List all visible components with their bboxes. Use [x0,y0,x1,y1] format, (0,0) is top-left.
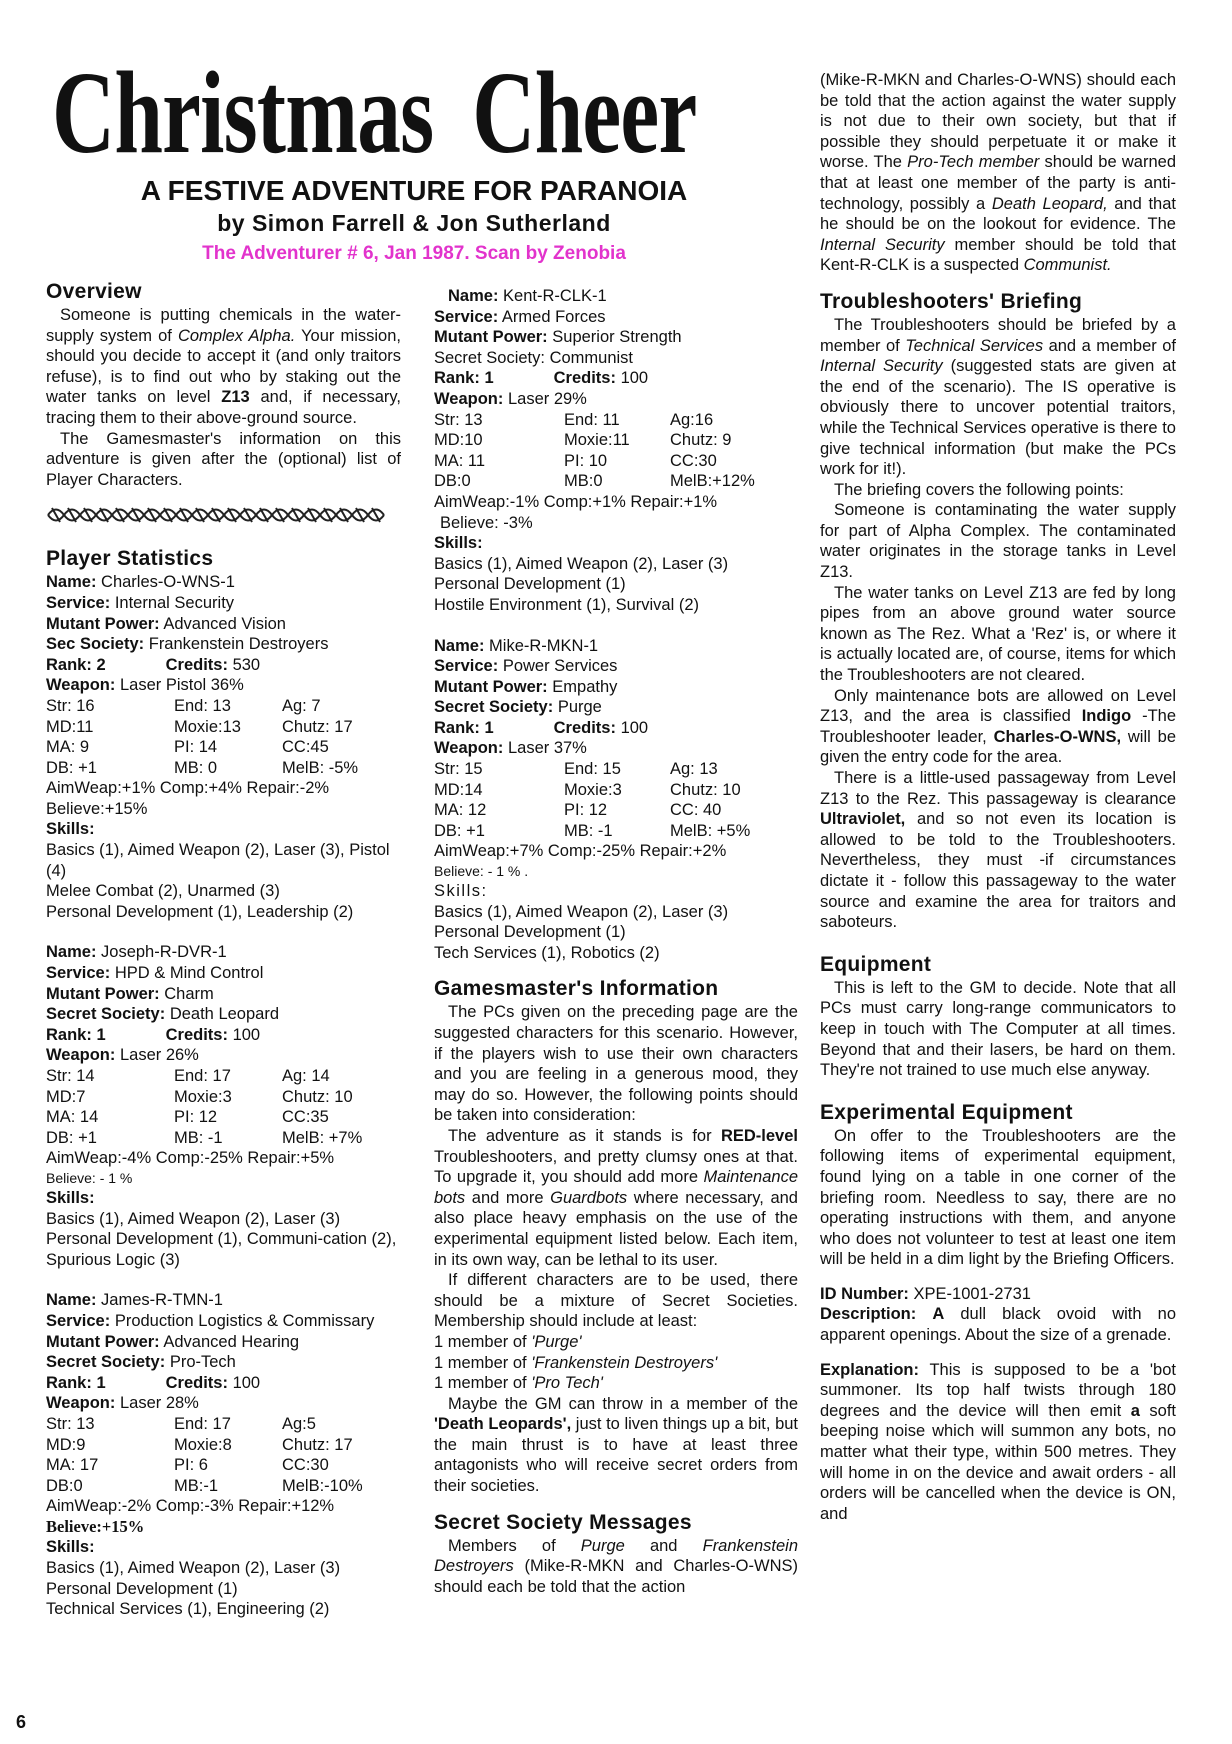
gm-paragraph-4: Maybe the GM can throw in a member of the 'Death Leopards', just to liven things up a bit, but the main thrust is to have at least three antagonists who will receive secret orders from their societies. [434,1394,799,1496]
briefing-paragraph-2: The briefing covers the following points: [834,480,1124,499]
character-name: Name: Joseph-R-DVR-1 [46,943,227,962]
page-number: 6 [16,1712,27,1732]
ornamental-divider [46,502,396,528]
item-explanation: Explanation: This is supposed to be a 'bot summoner. Its top half twists through 180 degrees and the device will then emit a soft beeping noise which will summon any bots, no matter what their type, within 500 metres. They will home in on the device and await orders - all orders will be cancelled when the device is ON, and [820,1360,1176,1523]
character-service: Service: Production Logistics & Commissary [46,1311,375,1330]
character-skills-label: Skills: [434,534,483,553]
character-rank-credits: Rank: 1 Credits: 100 [46,1373,261,1392]
character-block-joseph [46,942,401,1270]
character-skill-line: Melee Combat (2), Unarmed (3) [46,882,280,901]
character-skill-mods: AimWeap:+1% Comp:+4% Repair:-2% [46,779,330,798]
character-rank-credits: Rank: 1 Credits: 100 [434,369,649,388]
briefing-paragraph-3: Someone is contaminating the water supply for part of Alpha Complex. The contaminated water originates in the storage tanks in Level Z13. [820,501,1176,582]
character-society: Secret Society: Pro-Tech [46,1353,236,1372]
character-skill-line: Technical Services (1), Engineering (2) [46,1600,330,1619]
gm-information-heading: Gamesmaster's Information [434,977,719,1001]
secret-messages-paragraph-continued: (Mike-R-MKN and Charles-O-WNS) should each be told that the action against the water supply is not due to their own society, but that if possible they should perpetuate it or make it worse. The Pro-Tech member should be warned that at least one member of the party is anti-technology, possibly a Death Leopard, and that he should be on the lookout for evidence. The Internal Security member should be told that Kent-R-CLK is a suspected Communist. [820,71,1176,275]
character-skill-mods: AimWeap:-2% Comp:-3% Repair:+12% [46,1497,335,1516]
character-skill-mods: AimWeap:-4% Comp:-25% Repair:+5% [46,1149,335,1168]
gm-paragraph-3: If different characters are to be used, there should be a mixture of Secret Societies. Membership should include at least: [434,1271,798,1331]
character-mutant-power: Mutant Power: Empathy [434,677,618,696]
character-weapon: Weapon: Laser 28% [46,1394,199,1413]
player-statistics-heading: Player Statistics [46,547,214,571]
character-skill-line: Hostile Environment (1), Survival (2) [434,595,699,614]
briefing-paragraph-5: Only maintenance bots are allowed on Level Z13, and the area is classified Indigo -The Troubleshooter leader, Charles-O-WNS, will be given the entry code for the area. [820,686,1177,767]
character-weapon: Weapon: Laser Pistol 36% [46,676,244,695]
character-attributes: Str: 13 End: 11 Ag:16 MD:10 Moxie:11 Chutz: 9 MA: 11 PI: 10 CC:30 DB:0 MB:0 MelB:+12% [434,410,755,491]
character-believe: Believe: - 1 % [46,1169,133,1186]
character-skill-mods: AimWeap:+7% Comp:-25% Repair:+2% [434,842,727,861]
experimental-equipment-heading: Experimental Equipment [820,1100,1073,1124]
character-skill-mods: AimWeap:-1% Comp:+1% Repair:+1% [434,492,718,511]
item-id-number: ID Number: XPE-1001-2731 [820,1284,1031,1303]
overview-paragraph-1: Someone is putting chemicals in the water-supply system of Complex Alpha. Your mission, should you decide to accept it (and only traitors refuse), is to find out who by staking out the water tanks on level Z13 and, if necessary, tracing them to their above-ground source. [46,306,401,427]
character-believe: Believe:+15% [46,1516,145,1536]
character-believe: Believe: -3% [440,513,533,532]
overview-heading: Overview [46,280,142,303]
gm-paragraph-2: The adventure as it stands is for RED-level Troubleshooters, and pretty clumsy ones at that. To upgrade it, you should add more Maintenance bots and more Guardbots where necessary, and also place heavy emphasis on the use of the experimental equipment listed below. Each item, in its own way, can be lethal to its user. [434,1126,798,1269]
character-block-charles [46,572,401,922]
member-line: 1 member of 'Purge' [434,1332,582,1351]
character-block-james [46,1290,401,1620]
character-believe: Believe: - 1 % . [434,863,529,880]
gm-paragraph-1: The PCs given on the preceding page are the suggested characters for this scenario. However, if the players wish to use their own characters and you are feeling in a generous mood, they may do so. However, the following points should be taken into consideration: [434,1003,798,1125]
character-rank-credits: Rank: 1 Credits: 100 [434,718,649,737]
column-right [820,70,1176,1524]
equipment-paragraph: This is left to the GM to decide. Note that all PCs must carry long-range communicators to keep in touch with The Computer at all times. Beyond that and their lasers, be hard on them. They're not trained to use much else anyway. [820,978,1176,1080]
character-skills-label: Skills: [434,882,488,901]
character-weapon: Weapon: Laser 29% [434,389,587,408]
character-skill-line: Personal Development (1), Leadership (2) [46,902,354,921]
scan-source: The Adventurer # 6, Jan 1987. Scan by Zenobia [202,243,626,264]
character-weapon: Weapon: Laser 37% [434,739,587,758]
briefing-paragraph-4: The water tanks on Level Z13 are fed by long pipes from an above ground water source known as The Rez. What a 'Rez' is, or where it is actually located are, of course, items for which the Troubleshooters are not cleared. [820,583,1176,685]
character-skill-line: Basics (1), Aimed Weapon (2), Laser (3) [46,1209,341,1228]
character-service: Service: HPD & Mind Control [46,964,264,983]
character-society: Secret Society: Death Leopard [46,1005,279,1024]
member-line: 1 member of 'Frankenstein Destroyers' [434,1353,718,1372]
article-authors: by Simon Farrell & Jon Sutherland [217,210,611,236]
character-weapon: Weapon: Laser 26% [46,1046,199,1065]
character-skills-label: Skills: [46,1188,95,1207]
character-skill-line: Basics (1), Aimed Weapon (2), Laser (3) [434,554,729,573]
character-believe: Believe:+15% [46,799,148,818]
character-skill-line: Basics (1), Aimed Weapon (2), Laser (3), Pistol (4) [46,841,390,880]
character-name: Name: Charles-O-WNS-1 [46,573,235,592]
character-name: Name: James-R-TMN-1 [46,1291,223,1310]
character-society: Sec Society: Frankenstein Destroyers [46,635,329,654]
equipment-heading: Equipment [820,952,932,976]
troubleshooters-briefing-heading: Troubleshooters' Briefing [820,289,1083,313]
character-skill-line: Personal Development (1) [434,923,626,942]
briefing-paragraph-1: The Troubleshooters should be briefed by a member of Technical Services and a member of Internal Security (suggested stats are given at the end of the scenario). The IS operative is obviously there to uncover potential traitors, while the Technical Services operative is there to give technical information (but make the PCs work for it!). [820,315,1176,479]
secret-messages-paragraph-start: Members of Purge and Frankenstein Destroyers (Mike-R-MKN and Charles-O-WNS) should each be told that the action [434,1536,798,1596]
item-description: Description: A dull black ovoid with no apparent openings. About the size of a grenade. [820,1305,1176,1345]
character-skill-line: Personal Development (1) [46,1579,238,1598]
character-rank-credits: Rank: 1 Credits: 100 [46,1025,261,1044]
character-skills-label: Skills: [46,820,95,839]
character-skill-line: Personal Development (1), Communi-cation (2), Spurious Logic (3) [46,1230,397,1269]
character-attributes: Str: 16 End: 13 Ag: 7 MD:11 Moxie:13 Chutz: 17 MA: 9 PI: 14 CC:45 DB: +1 MB: 0 MelB: -5% [46,696,359,777]
character-skill-line: Personal Development (1) [434,575,626,594]
character-mutant-power: Mutant Power: Advanced Hearing [46,1332,300,1351]
article-subtitle: A FESTIVE ADVENTURE FOR PARANOIA [140,175,688,206]
column-left [46,280,401,1620]
character-rank-credits: Rank: 2 Credits: 530 [46,655,261,674]
character-attributes: Str: 13 End: 17 Ag:5 MD:9 Moxie:8 Chutz: 17 MA: 17 PI: 6 CC:30 DB:0 MB:-1 MelB:-10% [46,1414,363,1495]
character-skill-line: Tech Services (1), Robotics (2) [434,943,660,962]
character-attributes: Str: 15 End: 15 Ag: 13 MD:14 Moxie:3 Chutz: 10 MA: 12 PI: 12 CC: 40 DB: +1 MB: -1 MelB: +5% [434,760,751,840]
character-skill-line: Basics (1), Aimed Weapon (2), Laser (3) [434,902,729,921]
character-attributes: Str: 14 End: 17 Ag: 14 MD:7 Moxie:3 Chutz: 10 MA: 14 PI: 12 CC:35 DB: +1 MB: -1 MelB: +7% [46,1067,363,1147]
character-society: Secret Society: Communist [434,348,633,367]
character-mutant-power: Mutant Power: Charm [46,984,214,1003]
character-service: Service: Internal Security [46,593,235,612]
secret-society-messages-heading: Secret Society Messages [434,1510,692,1534]
character-mutant-power: Mutant Power: Advanced Vision [46,614,286,633]
character-block-kent [434,286,798,616]
character-mutant-power: Mutant Power: Superior Strength [434,328,682,347]
character-society: Secret Society: Purge [434,698,602,717]
character-skills-label: Skills: [46,1538,95,1557]
column-middle [434,286,798,1597]
experimental-paragraph: On offer to the Troubleshooters are the following items of experimental equipment, found lying on a table in one corner of the briefing room. Needless to say, there are no operating instructions with them, and anyone who does not volunteer to test at least one item will be held in a dim light by the Briefing Officers. [820,1126,1176,1269]
character-skill-line: Basics (1), Aimed Weapon (2), Laser (3) [46,1559,341,1578]
member-line: 1 member of 'Pro Tech' [434,1374,603,1393]
character-block-mike [434,636,798,964]
article-title: Christmas Cheer [52,47,697,178]
briefing-paragraph-6: There is a little-used passageway from Level Z13 to the Rez. This passageway is clearance Ultraviolet, and so not even its location is allowed to be told to the Troubleshooters. Nevertheless, they must -if circumstances dictate it - follow this passageway to the water source and examine the area for traitors and saboteurs. [820,769,1176,932]
overview-paragraph-2: The Gamesmaster's information on this adventure is given after the (optional) list of Player Characters. [46,429,401,489]
character-service: Service: Armed Forces [434,307,606,326]
character-name: Name: Kent-R-CLK-1 [448,287,607,305]
character-name: Name: Mike-R-MKN-1 [434,636,599,655]
character-service: Service: Power Services [434,657,618,676]
